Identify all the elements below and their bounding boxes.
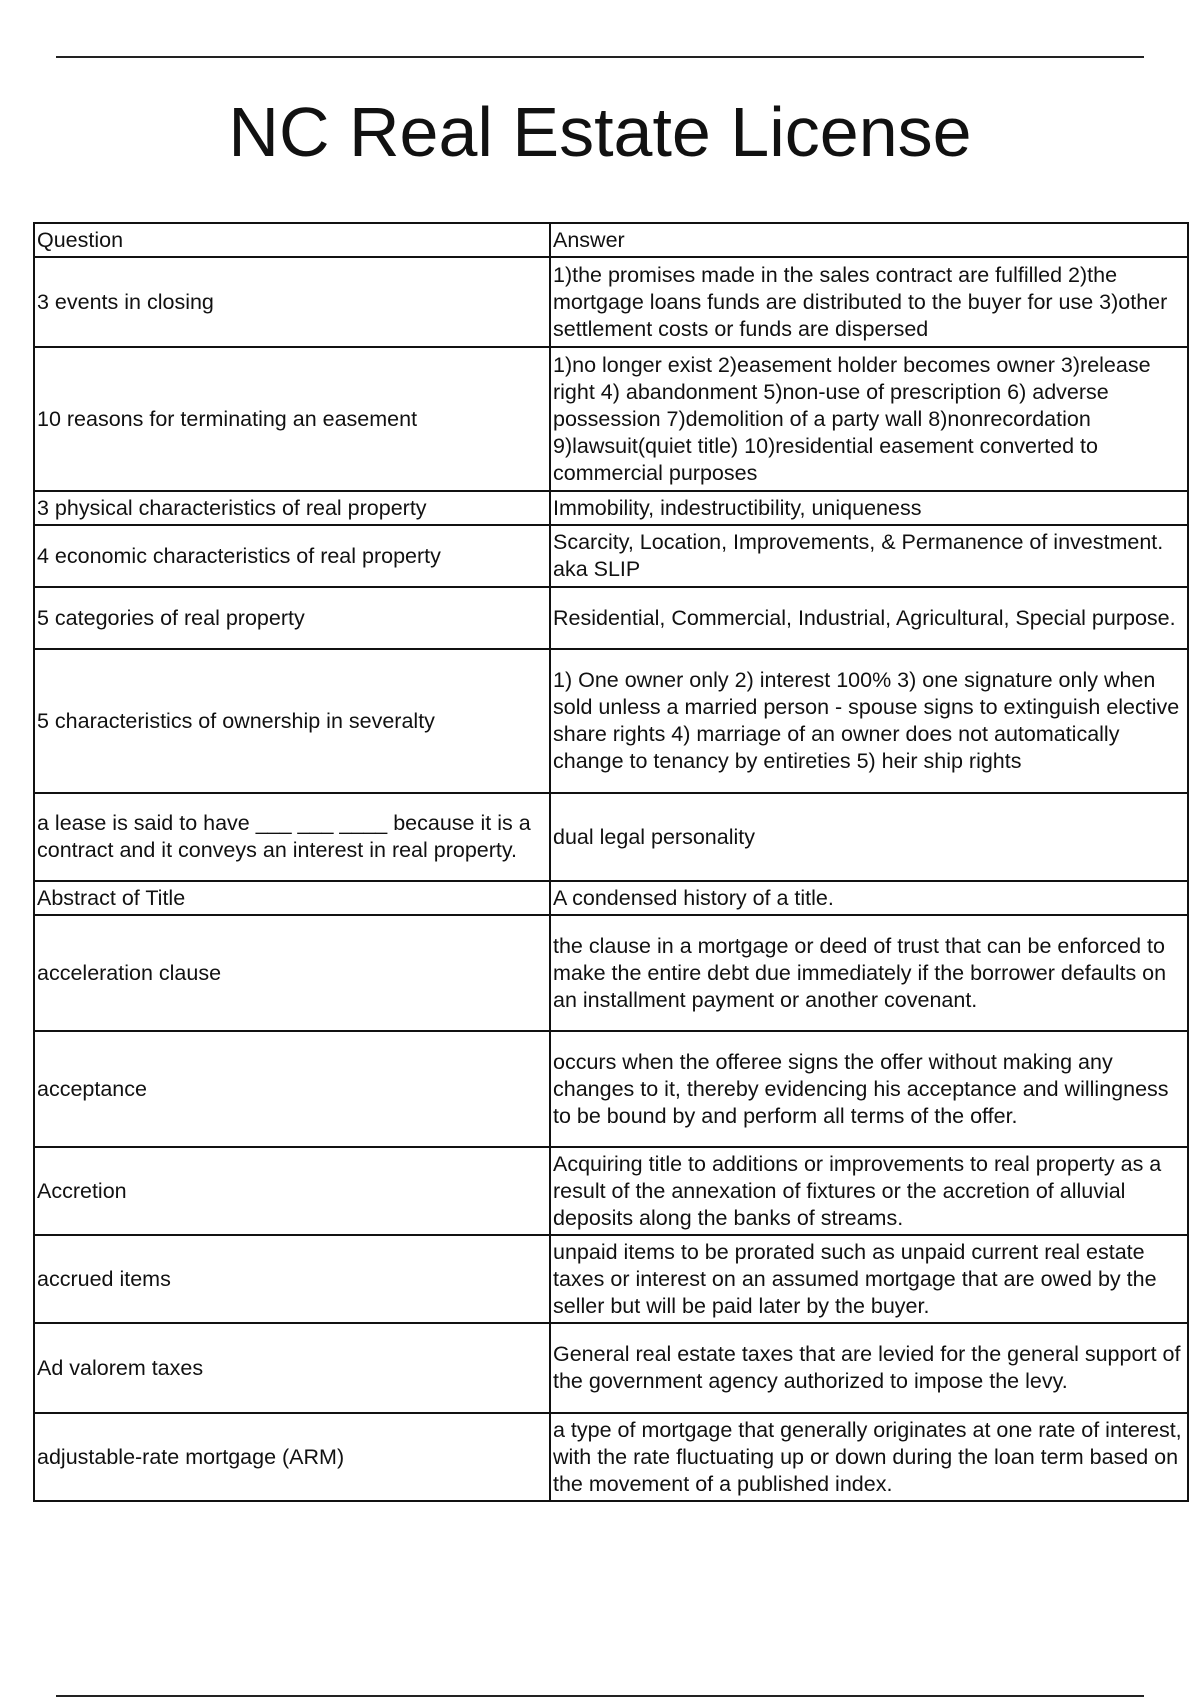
question-cell: Abstract of Title	[34, 881, 550, 915]
table-row	[34, 587, 1188, 649]
answer-cell: dual legal personality	[550, 793, 1188, 881]
answer-cell: A condensed history of a title.	[550, 881, 1188, 915]
header-answer: Answer	[550, 223, 1188, 257]
table-row	[34, 1323, 1188, 1413]
question-cell: accrued items	[34, 1235, 550, 1323]
question-cell: 4 economic characteristics of real property	[34, 525, 550, 587]
question-cell: 5 categories of real property	[34, 587, 550, 649]
table-row	[34, 1235, 1188, 1323]
question-cell: 3 events in closing	[34, 257, 550, 347]
header-question: Question	[34, 223, 550, 257]
table-row	[34, 649, 1188, 793]
answer-cell: occurs when the offeree signs the offer without making any changes to it, thereby evidencing his acceptance and willingness to be bound by and perform all terms of the offer.	[550, 1031, 1188, 1147]
question-cell: a lease is said to have ___ ___ ____ because it is a contract and it conveys an interest in real property.	[34, 793, 550, 881]
answer-cell: unpaid items to be prorated such as unpaid current real estate taxes or interest on an assumed mortgage that are owed by the seller but will be paid later by the buyer.	[550, 1235, 1188, 1323]
table-row	[34, 1031, 1188, 1147]
answer-cell: a type of mortgage that generally originates at one rate of interest, with the rate fluctuating up or down during the loan term based on the movement of a published index.	[550, 1413, 1188, 1501]
question-cell: 3 physical characteristics of real property	[34, 491, 550, 525]
question-cell: Ad valorem taxes	[34, 1323, 550, 1413]
top-divider	[56, 56, 1144, 58]
table-row	[34, 793, 1188, 881]
answer-cell: the clause in a mortgage or deed of trust that can be enforced to make the entire debt due immediately if the borrower defaults on an installment payment or another covenant.	[550, 915, 1188, 1031]
table-row	[34, 347, 1188, 491]
answer-cell: 1)the promises made in the sales contract are fulfilled 2)the mortgage loans funds are distributed to the buyer for use 3)other settlement costs or funds are dispersed	[550, 257, 1188, 347]
table-row	[34, 525, 1188, 587]
question-cell: acceleration clause	[34, 915, 550, 1031]
answer-cell: General real estate taxes that are levied for the general support of the government agency authorized to impose the levy.	[550, 1323, 1188, 1413]
answer-cell: Immobility, indestructibility, uniqueness	[550, 491, 1188, 525]
question-cell: acceptance	[34, 1031, 550, 1147]
answer-cell: Scarcity, Location, Improvements, & Permanence of investment. aka SLIP	[550, 525, 1188, 587]
question-cell: 5 characteristics of ownership in severalty	[34, 649, 550, 793]
table-row	[34, 1413, 1188, 1501]
question-cell: Accretion	[34, 1147, 550, 1235]
table-header-row	[34, 223, 1188, 257]
table-row	[34, 491, 1188, 525]
answer-cell: 1) One owner only 2) interest 100% 3) one signature only when sold unless a married person - spouse signs to extinguish elective share rights 4) marriage of an owner does not automatically change to tenancy by entireties 5) heir ship rights	[550, 649, 1188, 793]
question-cell: adjustable-rate mortgage (ARM)	[34, 1413, 550, 1501]
bottom-divider	[56, 1695, 1144, 1697]
question-cell: 10 reasons for terminating an easement	[34, 347, 550, 491]
table-row	[34, 1147, 1188, 1235]
qa-table	[33, 222, 1189, 1502]
table-row	[34, 257, 1188, 347]
table-row	[34, 915, 1188, 1031]
answer-cell: Residential, Commercial, Industrial, Agricultural, Special purpose.	[550, 587, 1188, 649]
answer-cell: Acquiring title to additions or improvements to real property as a result of the annexation of fixtures or the accretion of alluvial deposits along the banks of streams.	[550, 1147, 1188, 1235]
table-row	[34, 881, 1188, 915]
answer-cell: 1)no longer exist 2)easement holder becomes owner 3)release right 4) abandonment 5)non-use of prescription 6) adverse possession 7)demolition of a party wall 8)nonrecordation 9)lawsuit(quiet title) 10)residential easement converted to commercial purposes	[550, 347, 1188, 491]
page-title: NC Real Estate License	[228, 93, 972, 171]
